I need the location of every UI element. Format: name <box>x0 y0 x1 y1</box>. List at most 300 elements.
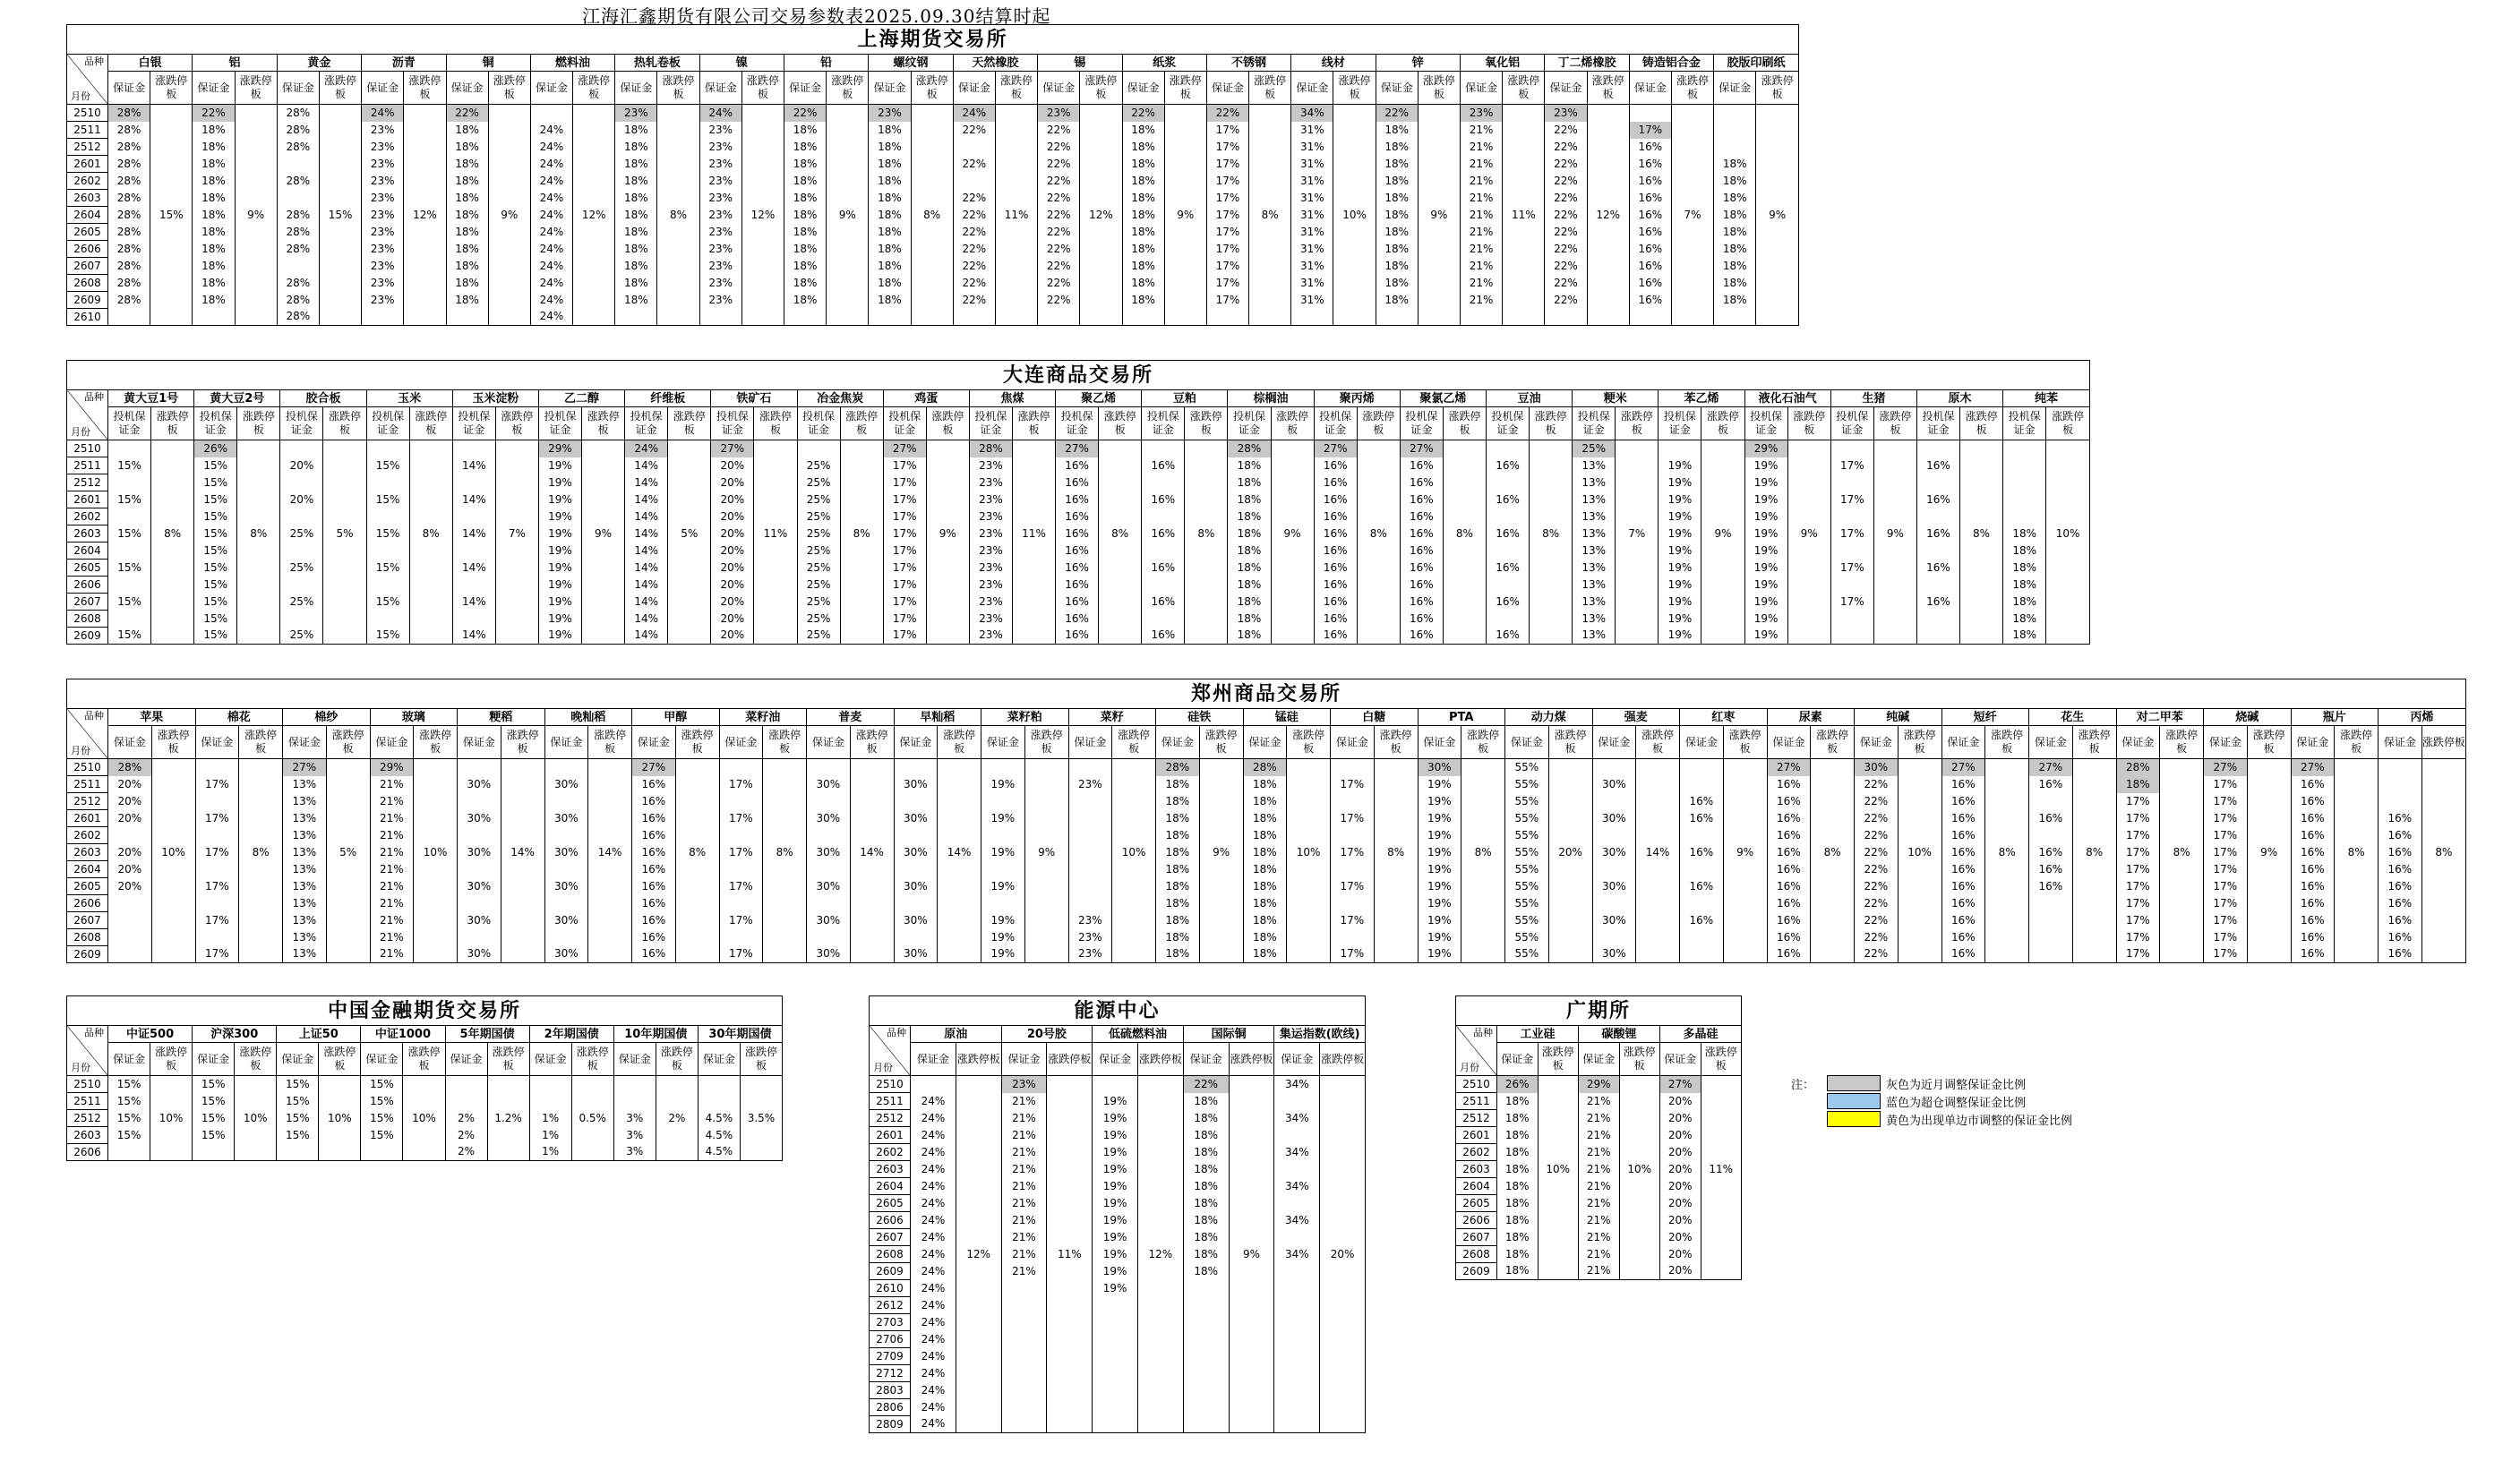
limit-cell <box>1587 292 1629 309</box>
product-name: 白糖 <box>1331 709 1419 726</box>
margin-cell: 21% <box>370 844 414 861</box>
margin-cell: 16% <box>1056 491 1099 508</box>
limit-cell <box>2247 827 2291 844</box>
limit-cell <box>2335 827 2379 844</box>
limit-cell <box>1616 543 1659 560</box>
month-cell: 2803 <box>870 1382 911 1399</box>
table-row <box>1456 1161 1742 1178</box>
margin-cell: 15% <box>194 577 237 594</box>
limit-cell <box>1723 810 1767 827</box>
margin-header: 保证金 <box>361 1043 403 1076</box>
limit-cell: 8% <box>1530 525 1573 543</box>
margin-cell <box>445 1076 487 1093</box>
limit-cell <box>1024 895 1068 912</box>
margin-cell: 28% <box>108 275 150 292</box>
margin-cell: 16% <box>1400 474 1443 491</box>
margin-cell: 16% <box>1629 156 1671 173</box>
limit-cell <box>1443 594 1486 611</box>
limit-cell <box>404 173 446 190</box>
month-cell: 2604 <box>67 543 108 560</box>
limit-cell <box>1985 878 2029 895</box>
margin-cell: 16% <box>1400 577 1443 594</box>
limit-cell <box>911 156 953 173</box>
margin-cell: 13% <box>283 776 327 793</box>
margin-cell <box>1916 543 1959 560</box>
limit-cell <box>151 878 195 895</box>
limit-cell <box>956 1314 1001 1331</box>
margin-cell <box>1331 895 1375 912</box>
limit-cell <box>487 1127 529 1144</box>
table-row <box>1456 1195 1742 1212</box>
limit-cell <box>1320 1348 1366 1365</box>
margin-cell: 24% <box>911 1297 956 1314</box>
margin-cell: 27% <box>1941 759 1985 776</box>
month-cell: 2806 <box>870 1399 911 1416</box>
margin-cell: 18% <box>2003 577 2046 594</box>
margin-cell: 22% <box>1855 827 1899 844</box>
margin-cell: 17% <box>719 946 763 963</box>
limit-cell <box>1137 1263 1183 1280</box>
limit-cell <box>150 156 193 173</box>
limit-cell <box>1164 190 1206 207</box>
margin-header: 保证金 <box>445 1043 487 1076</box>
margin-cell: 25% <box>280 628 323 645</box>
margin-cell: 20% <box>711 560 754 577</box>
limit-cell <box>2421 776 2465 793</box>
margin-cell: 28% <box>277 105 319 122</box>
margin-cell: 17% <box>1206 224 1248 241</box>
limit-cell <box>840 508 883 525</box>
limit-cell <box>1164 309 1206 326</box>
limit-cell: 7% <box>1616 525 1659 543</box>
margin-cell <box>445 1093 487 1110</box>
limit-cell: 8% <box>151 525 194 543</box>
product-name: 聚氯乙烯 <box>1400 390 1486 407</box>
limit-cell <box>488 224 530 241</box>
limit-cell <box>1164 139 1206 156</box>
limit-cell <box>495 543 538 560</box>
limit-cell <box>1320 1076 1366 1093</box>
limit-cell <box>323 491 366 508</box>
margin-cell: 23% <box>362 173 404 190</box>
limit-cell <box>1503 224 1545 241</box>
margin-cell: 21% <box>1001 1161 1047 1178</box>
margin-cell: 4.5% <box>698 1127 740 1144</box>
margin-cell: 23% <box>1461 105 1503 122</box>
margin-cell: 16% <box>1767 793 1811 810</box>
margin-cell: 20% <box>1660 1161 1701 1178</box>
limit-cell <box>1099 594 1142 611</box>
limit-cell <box>1249 241 1291 258</box>
margin-cell: 19% <box>1093 1280 1138 1297</box>
margin-cell: 13% <box>1573 594 1616 611</box>
margin-cell: 18% <box>1228 543 1271 560</box>
limit-header: 涨跌停板 <box>675 726 719 759</box>
margin-cell: 16% <box>1314 508 1357 525</box>
limit-cell <box>1418 275 1460 292</box>
product-name: 棕榈油 <box>1228 390 1314 407</box>
limit-header: 涨跌停板 <box>1080 72 1122 105</box>
limit-cell <box>239 810 283 827</box>
margin-cell: 18% <box>1714 241 1756 258</box>
margin-cell: 21% <box>1001 1229 1047 1246</box>
limit-cell <box>656 1127 698 1144</box>
margin-cell: 2% <box>445 1127 487 1144</box>
margin-cell: 19% <box>1093 1229 1138 1246</box>
margin-cell: 16% <box>1487 594 1530 611</box>
limit-cell <box>1080 173 1122 190</box>
limit-header: 涨跌停板 <box>150 72 193 105</box>
margin-cell: 16% <box>1056 611 1099 628</box>
limit-cell <box>1271 611 1314 628</box>
margin-cell: 15% <box>108 560 151 577</box>
margin-cell: 30% <box>1855 759 1899 776</box>
margin-cell: 18% <box>1376 156 1418 173</box>
limit-cell <box>235 105 277 122</box>
margin-cell: 22% <box>1545 122 1587 139</box>
margin-cell: 25% <box>797 577 840 594</box>
limit-cell <box>588 946 632 963</box>
limit-cell: 14% <box>1636 844 1680 861</box>
margin-cell: 13% <box>1573 560 1616 577</box>
month-cell: 2608 <box>67 929 108 946</box>
limit-cell <box>323 543 366 560</box>
month-cell: 2602 <box>870 1144 911 1161</box>
margin-cell: 18% <box>1243 810 1287 827</box>
margin-header: 保证金 <box>370 726 414 759</box>
margin-cell: 18% <box>784 207 827 224</box>
limit-cell <box>2072 912 2116 929</box>
month-cell: 2601 <box>870 1127 911 1144</box>
margin-cell <box>458 929 501 946</box>
margin-cell: 18% <box>1122 190 1164 207</box>
limit-cell <box>1636 776 1680 793</box>
limit-cell <box>657 241 699 258</box>
limit-cell <box>495 611 538 628</box>
limit-cell <box>956 1399 1001 1416</box>
limit-cell <box>326 810 370 827</box>
margin-cell: 27% <box>1400 440 1443 457</box>
limit-cell <box>2247 946 2291 963</box>
margin-cell: 17% <box>1830 560 1873 577</box>
product-name: 丁二烯橡胶 <box>1545 55 1629 72</box>
margin-cell: 23% <box>362 241 404 258</box>
limit-cell <box>588 810 632 827</box>
margin-cell: 22% <box>1855 878 1899 895</box>
product-name: 铸造铝合金 <box>1629 55 1713 72</box>
limit-cell <box>1012 611 1055 628</box>
margin-cell: 34% <box>1274 1246 1320 1263</box>
limit-cell <box>1080 275 1122 292</box>
margin-cell: 23% <box>969 474 1012 491</box>
margin-cell: 16% <box>632 844 676 861</box>
limit-cell <box>1249 173 1291 190</box>
limit-cell <box>2072 827 2116 844</box>
margin-cell <box>2003 491 2046 508</box>
limit-cell <box>487 1144 529 1161</box>
margin-cell: 21% <box>1001 1246 1047 1263</box>
margin-cell: 18% <box>869 122 911 139</box>
margin-cell <box>1183 1365 1229 1382</box>
margin-cell: 18% <box>869 207 911 224</box>
margin-cell: 18% <box>1156 878 1200 895</box>
margin-cell <box>1142 508 1185 525</box>
limit-cell <box>1287 793 1331 810</box>
margin-cell: 14% <box>625 491 668 508</box>
limit-cell <box>1080 241 1122 258</box>
margin-cell: 16% <box>2291 929 2335 946</box>
limit-cell <box>1538 1212 1579 1229</box>
limit-cell <box>1320 1382 1366 1399</box>
margin-cell: 30% <box>807 912 851 929</box>
margin-cell: 30% <box>807 878 851 895</box>
margin-cell: 22% <box>1855 776 1899 793</box>
limit-cell <box>668 474 711 491</box>
limit-cell <box>319 1076 361 1093</box>
limit-cell: 10% <box>1619 1161 1660 1178</box>
limit-cell <box>1671 275 1713 292</box>
limit-cell <box>675 827 719 844</box>
margin-cell: 16% <box>1629 241 1671 258</box>
limit-cell <box>850 810 894 827</box>
corner-product-label: 品种 <box>887 1027 906 1038</box>
limit-cell <box>1503 173 1545 190</box>
limit-cell <box>926 457 969 474</box>
margin-cell <box>894 793 938 810</box>
margin-cell: 18% <box>193 275 235 292</box>
limit-cell <box>2247 878 2291 895</box>
table-row <box>67 1144 783 1161</box>
table-row <box>870 1399 1366 1416</box>
limit-cell <box>1548 861 1592 878</box>
margin-cell: 55% <box>1505 946 1549 963</box>
table-row <box>870 1144 1366 1161</box>
limit-cell <box>2421 793 2465 810</box>
margin-cell: 55% <box>1505 810 1549 827</box>
margin-cell <box>280 543 323 560</box>
margin-cell: 18% <box>869 275 911 292</box>
margin-cell: 18% <box>193 258 235 275</box>
limit-cell <box>237 560 280 577</box>
product-name: 热轧卷板 <box>615 55 699 72</box>
limit-cell <box>239 929 283 946</box>
margin-cell <box>366 440 409 457</box>
margin-cell: 18% <box>784 258 827 275</box>
limit-cell <box>1701 594 1744 611</box>
margin-cell: 17% <box>1331 844 1375 861</box>
margin-cell: 28% <box>277 224 319 241</box>
margin-cell: 15% <box>277 1110 319 1127</box>
margin-cell <box>544 759 588 776</box>
limit-cell <box>995 241 1037 258</box>
limit-cell <box>827 139 869 156</box>
limit-cell <box>926 611 969 628</box>
margin-cell: 31% <box>1291 292 1333 309</box>
margin-cell: 18% <box>446 156 488 173</box>
table-row <box>870 1093 1366 1110</box>
margin-cell <box>1331 929 1375 946</box>
limit-cell <box>2421 861 2465 878</box>
limit-cell <box>2160 759 2204 776</box>
limit-cell <box>323 474 366 491</box>
margin-cell: 18% <box>1122 173 1164 190</box>
table-row <box>1456 1110 1742 1127</box>
margin-cell: 15% <box>366 491 409 508</box>
limit-cell <box>911 105 953 122</box>
limit-cell <box>1357 491 1400 508</box>
margin-cell: 16% <box>1400 594 1443 611</box>
limit-cell <box>1047 1416 1093 1433</box>
limit-cell <box>319 309 361 326</box>
limit-cell <box>741 309 784 326</box>
margin-cell: 19% <box>1093 1246 1138 1263</box>
limit-cell <box>741 292 784 309</box>
margin-cell: 18% <box>446 122 488 139</box>
table-row <box>870 1161 1366 1178</box>
margin-cell: 21% <box>370 946 414 963</box>
limit-cell <box>1898 827 1941 844</box>
margin-cell: 16% <box>2029 810 2073 827</box>
limit-cell <box>1080 309 1122 326</box>
margin-cell: 17% <box>1206 275 1248 292</box>
margin-cell: 18% <box>869 173 911 190</box>
margin-cell <box>1068 810 1112 827</box>
margin-header: 保证金 <box>613 1043 656 1076</box>
limit-cell <box>239 861 283 878</box>
margin-cell: 13% <box>283 810 327 827</box>
product-name: 不锈钢 <box>1206 55 1290 72</box>
margin-header: 保证金 <box>2204 726 2248 759</box>
limit-cell <box>1723 895 1767 912</box>
limit-cell <box>911 224 953 241</box>
limit-cell <box>1047 1076 1093 1093</box>
margin-header: 保证金 <box>1855 726 1899 759</box>
limit-cell <box>151 793 195 810</box>
page-title: 江海汇鑫期货有限公司交易参数表2025.09.30结算时起 <box>582 5 1051 27</box>
margin-cell <box>981 759 1025 776</box>
limit-cell <box>1080 105 1122 122</box>
limit-cell <box>488 173 530 190</box>
limit-cell <box>911 173 953 190</box>
limit-cell <box>2160 793 2204 810</box>
margin-cell: 18% <box>1228 474 1271 491</box>
margin-cell: 13% <box>283 895 327 912</box>
limit-cell <box>1811 946 1855 963</box>
limit-cell <box>1503 292 1545 309</box>
limit-cell <box>1099 491 1142 508</box>
month-cell: 2512 <box>67 1110 108 1127</box>
margin-cell: 18% <box>1122 292 1164 309</box>
limit-cell <box>319 224 361 241</box>
limit-cell <box>850 946 894 963</box>
margin-cell: 23% <box>699 241 741 258</box>
limit-cell <box>2072 895 2116 912</box>
product-name: 纤维板 <box>625 390 711 407</box>
limit-cell: 9% <box>235 207 277 224</box>
limit-cell <box>1024 861 1068 878</box>
product-name: 2年期国债 <box>529 1026 613 1043</box>
limit-cell: 5% <box>323 525 366 543</box>
limit-cell <box>1099 508 1142 525</box>
limit-cell <box>495 440 538 457</box>
margin-cell: 15% <box>108 457 151 474</box>
limit-cell <box>1137 1382 1183 1399</box>
margin-cell: 24% <box>911 1348 956 1365</box>
table-row <box>67 491 2090 508</box>
limit-cell: 12% <box>1587 207 1629 224</box>
margin-cell: 17% <box>2116 878 2160 895</box>
limit-cell <box>501 946 544 963</box>
month-cell: 2610 <box>870 1280 911 1297</box>
month-cell: 2609 <box>67 292 108 309</box>
margin-header: 保证金 <box>869 72 911 105</box>
table-row <box>1456 1229 1742 1246</box>
margin-cell <box>797 440 840 457</box>
margin-cell: 17% <box>2116 912 2160 929</box>
margin-cell: 55% <box>1505 912 1549 929</box>
limit-header: 涨跌停板 <box>488 72 530 105</box>
month-cell: 2511 <box>67 776 108 793</box>
limit-cell <box>237 628 280 645</box>
margin-cell: 16% <box>1680 844 1724 861</box>
margin-cell: 21% <box>1579 1110 1620 1127</box>
table-row <box>1456 1246 1742 1263</box>
margin-cell: 30% <box>894 776 938 793</box>
limit-cell <box>571 1076 613 1093</box>
table-row <box>870 1178 1366 1195</box>
limit-cell <box>1787 611 1830 628</box>
limit-cell <box>1538 1110 1579 1127</box>
margin-cell <box>452 577 495 594</box>
margin-cell: 19% <box>1659 594 1701 611</box>
limit-cell <box>1756 139 1799 156</box>
limit-cell <box>1443 611 1486 628</box>
limit-cell <box>1185 628 1228 645</box>
limit-cell <box>1229 1161 1274 1178</box>
limit-cell <box>404 190 446 207</box>
limit-cell: 14% <box>850 844 894 861</box>
month-cell: 2512 <box>67 139 108 156</box>
limit-cell <box>1112 810 1156 827</box>
margin-cell: 21% <box>1001 1195 1047 1212</box>
margin-cell: 24% <box>911 1246 956 1263</box>
margin-cell: 16% <box>1056 474 1099 491</box>
margin-cell <box>1291 309 1333 326</box>
margin-header: 投机保证金 <box>538 407 581 440</box>
limit-cell <box>1287 776 1331 793</box>
margin-cell: 16% <box>2379 929 2422 946</box>
limit-cell <box>495 577 538 594</box>
limit-cell <box>938 895 981 912</box>
limit-cell: 12% <box>573 207 615 224</box>
limit-cell <box>1024 929 1068 946</box>
limit-cell <box>1616 457 1659 474</box>
margin-cell <box>1331 793 1375 810</box>
legend-swatch-gray <box>1827 1075 1881 1091</box>
margin-cell: 18% <box>1376 224 1418 241</box>
margin-cell <box>1916 474 1959 491</box>
limit-cell <box>326 776 370 793</box>
margin-cell: 23% <box>699 224 741 241</box>
month-cell: 2609 <box>67 946 108 963</box>
margin-cell: 14% <box>452 628 495 645</box>
limit-cell <box>1756 241 1799 258</box>
limit-cell <box>1461 776 1505 793</box>
limit-cell <box>1671 139 1713 156</box>
product-name: 瓶片 <box>2291 709 2379 726</box>
month-cell: 2511 <box>870 1093 911 1110</box>
legend-row-gray <box>1791 1074 2072 1092</box>
